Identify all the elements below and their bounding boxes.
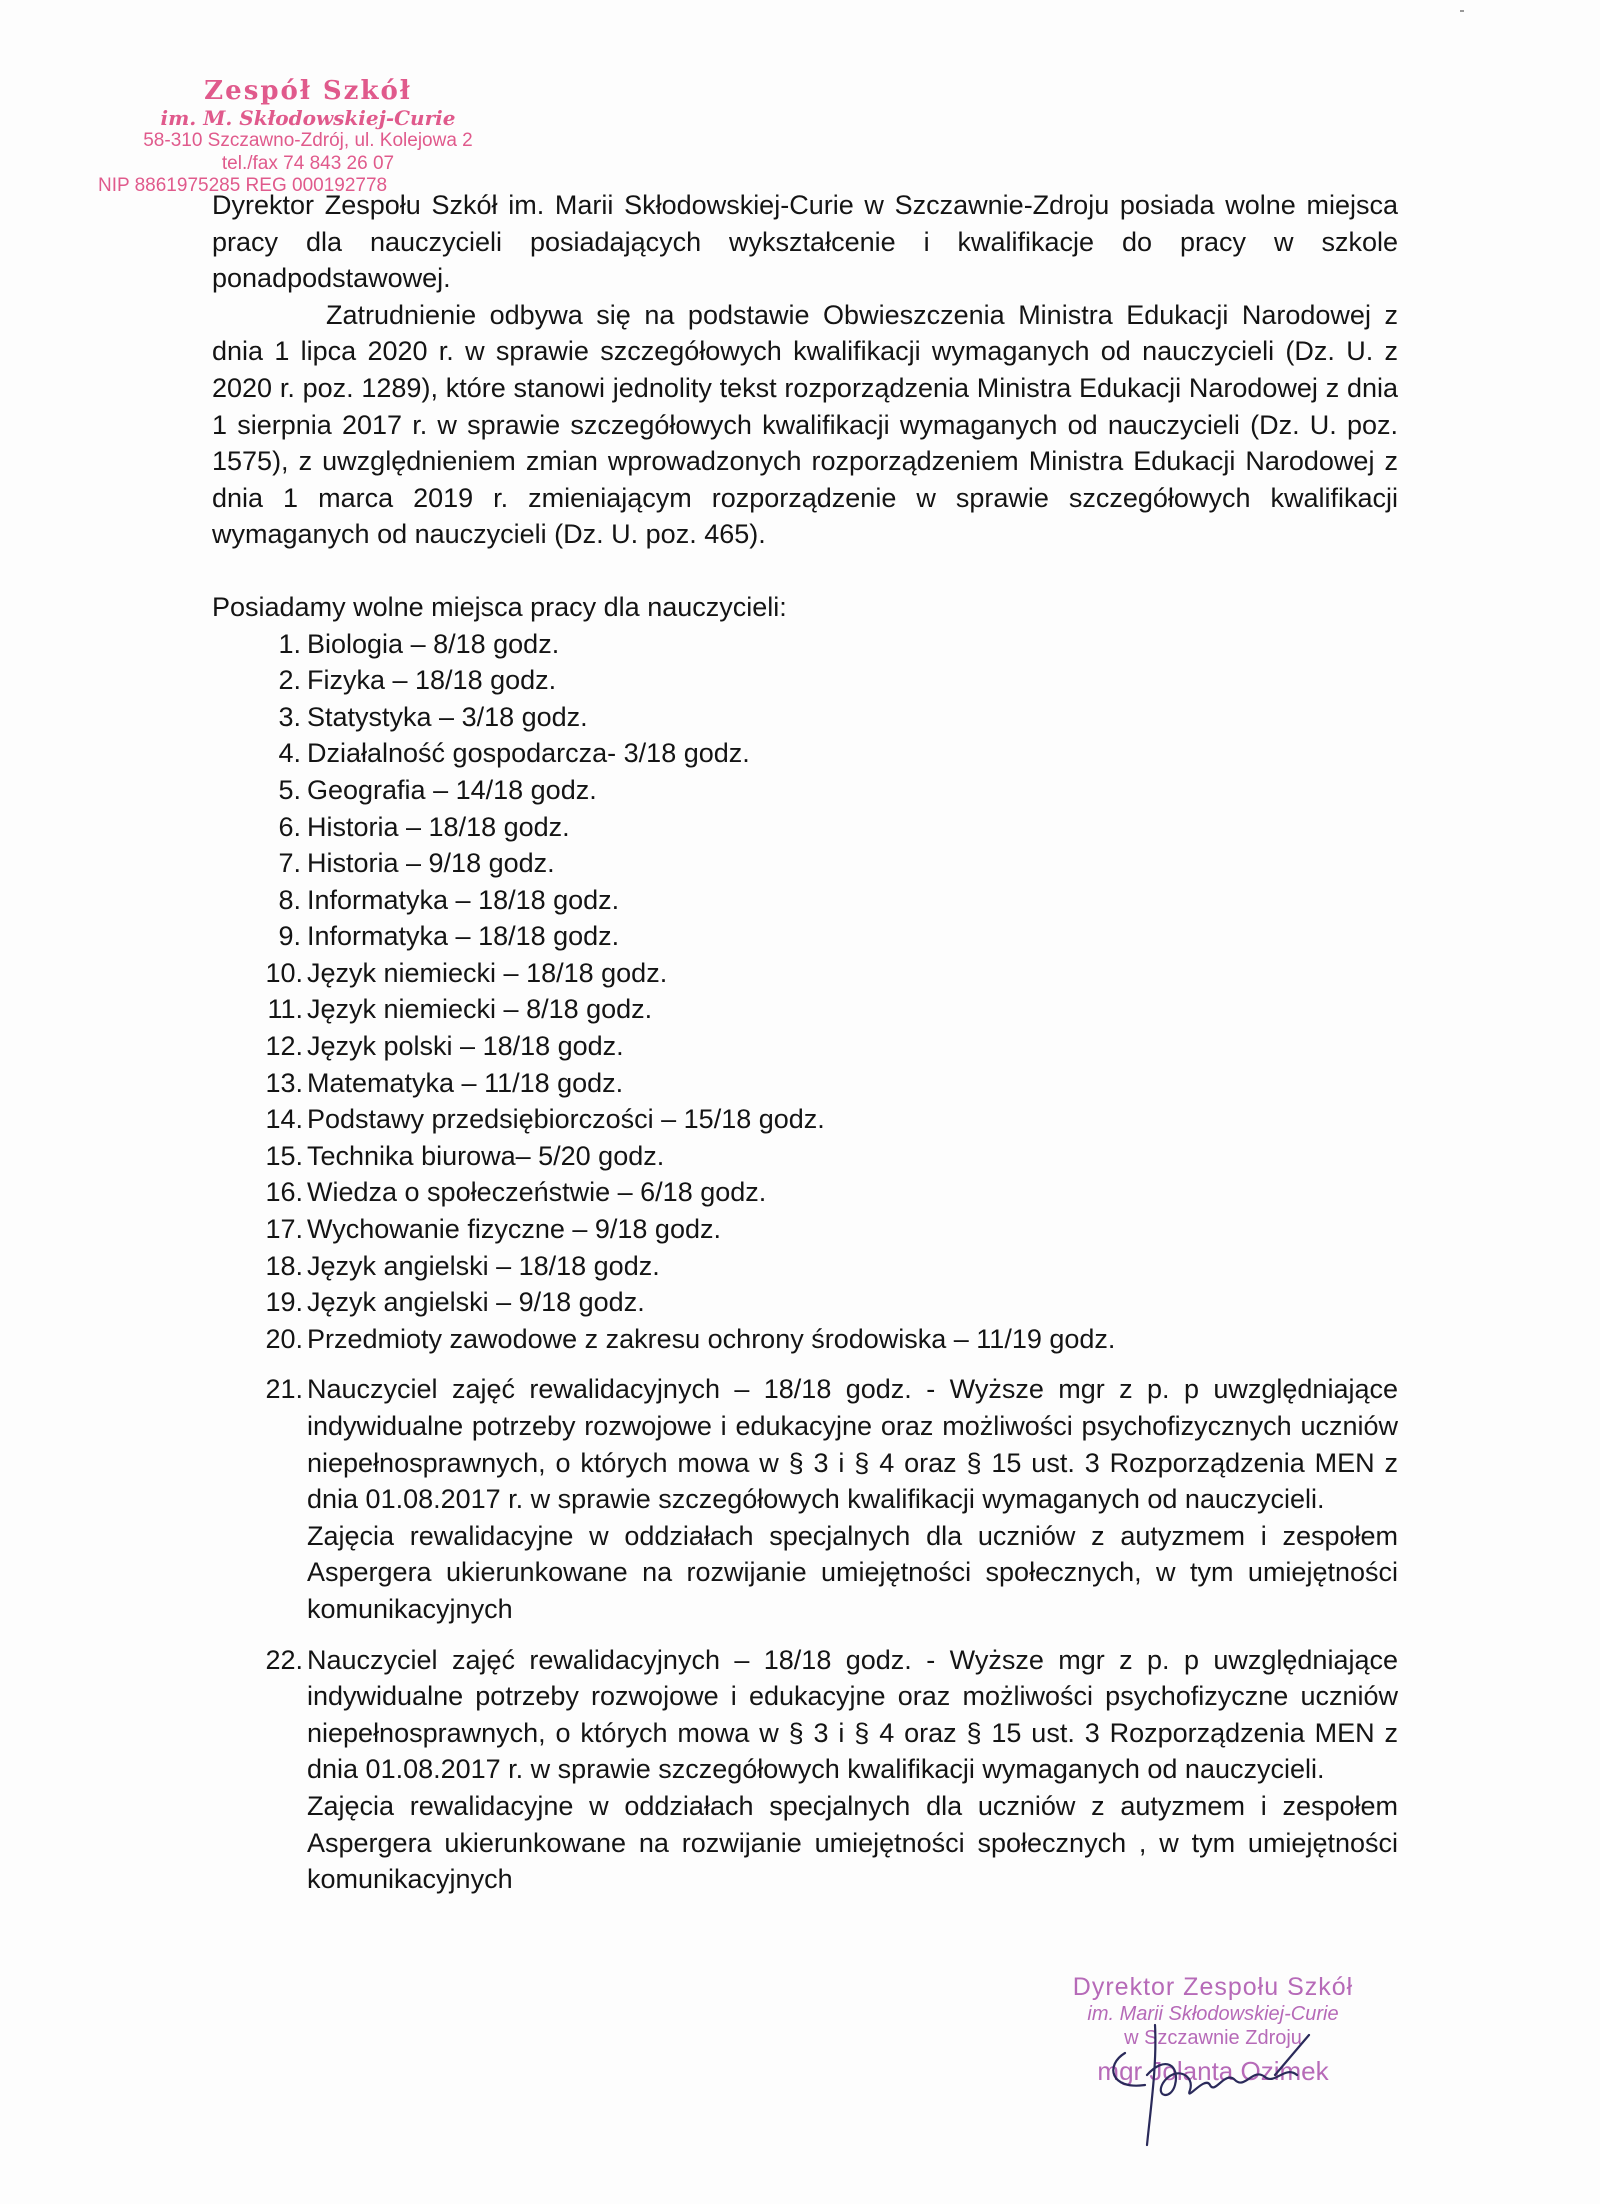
scan-artifact [1460, 10, 1464, 12]
item-number: 20. [265, 1323, 303, 1354]
list-item [212, 991, 1398, 1028]
item-number: 14. [265, 1104, 303, 1135]
stamp-address: 58-310 Szczawno-Zdrój, ul. Kolejowa 2 [143, 130, 473, 152]
stamp-director-title: Dyrektor Zespołu Szkół [1072, 1973, 1354, 2001]
item-number: 12. [265, 1031, 303, 1062]
item-text: Język angielski – 18/18 godz. [307, 1250, 660, 1281]
item-text: Wychowanie fizyczne – 9/18 godz. [307, 1214, 721, 1245]
item-number: 7. [278, 848, 301, 879]
item-text: Działalność gospodarcza- 3/18 godz. [307, 738, 750, 769]
legal-basis-paragraph: Zatrudnienie odbywa się na podstawie Obwieszczenia Ministra Edukacji Narodowej z dnia 1 lipca 2020 r. w sprawie szczegółowych kwalifikacji wymaganych od nauczycieli (Dz. U. z 2020 r. poz. 1289), które stanowi jednolity tekst rozporządzenia Ministra Edukacji Narodowej z dnia 1 sierpnia 2017 r. w sprawie szczegółowych kwalifikacji wymaganych od nauczycieli (Dz. U. poz. 1575), z uwzględnieniem zmian wprowadzonych rozporządzeniem Ministra Edukacji Narodowej z dnia 1 marca 2019 r. zmieniającym rozporządzenie w sprawie szczegółowych kwalifikacji wymaganych od nauczycieli (Dz. U. poz. 465). [212, 299, 1398, 550]
item-text: Język polski – 18/18 godz. [307, 1031, 624, 1062]
handwritten-signature-icon [1085, 2005, 1385, 2155]
stamp-school-name: Zespół Szkół [204, 76, 412, 106]
item-text: Język angielski – 9/18 godz. [307, 1287, 645, 1318]
list-item [212, 1028, 1398, 1065]
list-item [212, 882, 1398, 919]
list-item [212, 1211, 1398, 1248]
item-number: 15. [265, 1140, 303, 1171]
stamp-patron: im. M. Skłodowskiej-Curie [160, 105, 456, 130]
item-number: 3. [278, 701, 301, 732]
item-number: 4. [278, 738, 301, 769]
item-text: Geografia – 14/18 godz. [307, 774, 597, 805]
item-number: 13. [265, 1067, 303, 1098]
item-number: 17. [265, 1214, 303, 1245]
intro-paragraph: Dyrektor Zespołu Szkół im. Marii Skłodowskiej-Curie w Szczawnie-Zdroju posiada wolne miejsca pracy dla nauczycieli posiadających wykształcenie i kwalifikacje do pracy w szkole ponadpodstawowej. [212, 190, 1398, 294]
stamp-phone: tel./fax 74 843 26 07 [221, 152, 395, 174]
item-note: Zajęcia rewalidacyjne w oddziałach specjalnych dla uczniów z autyzmem i zespołem Aspergera ukierunkowane na rozwijanie umiejętności społecznych , w tym umiejętności komunikacyjnych [307, 1790, 1398, 1895]
list-item [212, 699, 1398, 736]
item-text: Podstawy przedsiębiorczości – 15/18 godz. [307, 1104, 825, 1135]
list-item [212, 1065, 1398, 1102]
item-note: Zajęcia rewalidacyjne w oddziałach specjalnych dla uczniów z autyzmem i zespołem Aspergera ukierunkowane na rozwijanie umiejętności społecznych, w tym umiejętności komunikacyjnych [307, 1520, 1398, 1624]
item-number: 10. [265, 957, 303, 988]
item-number: 1. [278, 628, 301, 659]
stamp-ids: NIP 8861975285 REG 000192778 [98, 175, 388, 197]
list-item [212, 809, 1398, 846]
list-item [212, 1101, 1398, 1138]
list-item [212, 662, 1398, 699]
item-text: Statystyka – 3/18 godz. [307, 701, 588, 732]
positions-heading: Posiadamy wolne miejsca pracy dla nauczycieli: [212, 591, 787, 622]
item-number: 18. [265, 1250, 303, 1281]
list-item [212, 626, 1398, 663]
item-text: Technika biurowa– 5/20 godz. [307, 1140, 665, 1171]
item-number: 9. [278, 921, 301, 952]
item-requirements: Nauczyciel zajęć rewalidacyjnych – 18/18 godz. - Wyższe mgr z p. p uwzględniające indywidualne potrzeby rozwojowe i edukacyjne oraz możliwości psychofizyczne uczniów niepełnosprawnych, o których mowa w § 3 i § 4 oraz § 15 ust. 3 Rozporządzenia MEN z dnia 01.08.2017 r. w sprawie szczegółowych kwalifikacji wymaganych od nauczycieli. [307, 1644, 1398, 1785]
list-item [212, 735, 1398, 772]
item-content [307, 1371, 1398, 1627]
item-text: Wiedza o społeczeństwie – 6/18 godz. [307, 1177, 767, 1208]
list-item-rehab-teacher-21 [212, 1371, 1398, 1627]
item-content [307, 1642, 1398, 1898]
list-item [212, 845, 1398, 882]
item-text: Matematyka – 11/18 godz. [307, 1067, 624, 1098]
list-item [212, 1284, 1398, 1321]
item-number: 2. [278, 665, 301, 696]
list-item [212, 772, 1398, 809]
list-item [212, 918, 1398, 955]
item-text: Fizyka – 18/18 godz. [307, 665, 557, 696]
item-text: Biologia – 8/18 godz. [307, 628, 560, 659]
list-item-rehab-teacher-22 [212, 1642, 1398, 1898]
item-number: 22. [265, 1644, 303, 1675]
stamp-director-town: w Szczawnie Zdroju [1124, 2027, 1302, 2049]
list-item [212, 1138, 1398, 1175]
item-text: Przedmioty zawodowe z zakresu ochrony środowiska – 11/19 godz. [307, 1323, 1116, 1354]
item-text: Informatyka – 18/18 godz. [307, 884, 620, 915]
list-item [212, 1321, 1398, 1358]
item-number: 19. [265, 1287, 303, 1318]
item-requirements: Nauczyciel zajęć rewalidacyjnych – 18/18 godz. - Wyższe mgr z p. p uwzględniające indywidualne potrzeby rozwojowe i edukacyjne oraz możliwości psychofizycznych uczniów niepełnosprawnych, o których mowa w § 3 i § 4 oraz § 15 ust. 3 Rozporządzenia MEN z dnia 01.08.2017 r. w sprawie szczegółowych kwalifikacji wymaganych od nauczycieli. [307, 1374, 1398, 1515]
item-number: 21. [265, 1374, 303, 1405]
stamp-director-name: mgr Jolanta Ozimek [1097, 2056, 1329, 2086]
item-number: 8. [278, 884, 301, 915]
stamp-director-patron: im. Marii Skłodowskiej-Curie [1087, 2003, 1339, 2025]
list-item [212, 955, 1398, 992]
item-number: 11. [267, 994, 303, 1025]
item-text: Język niemiecki – 8/18 godz. [307, 994, 653, 1025]
positions-list [212, 626, 1398, 1358]
item-text: Historia – 18/18 godz. [307, 811, 570, 842]
list-item [212, 1248, 1398, 1285]
item-text: Informatyka – 18/18 godz. [307, 921, 620, 952]
item-number: 16. [265, 1177, 303, 1208]
item-number: 6. [278, 811, 301, 842]
item-text: Język niemiecki – 18/18 godz. [307, 957, 668, 988]
item-number: 5. [278, 774, 301, 805]
item-text: Historia – 9/18 godz. [307, 848, 555, 879]
document-body [212, 187, 1398, 1898]
list-item [212, 1174, 1398, 1211]
school-header-stamp [98, 76, 498, 197]
